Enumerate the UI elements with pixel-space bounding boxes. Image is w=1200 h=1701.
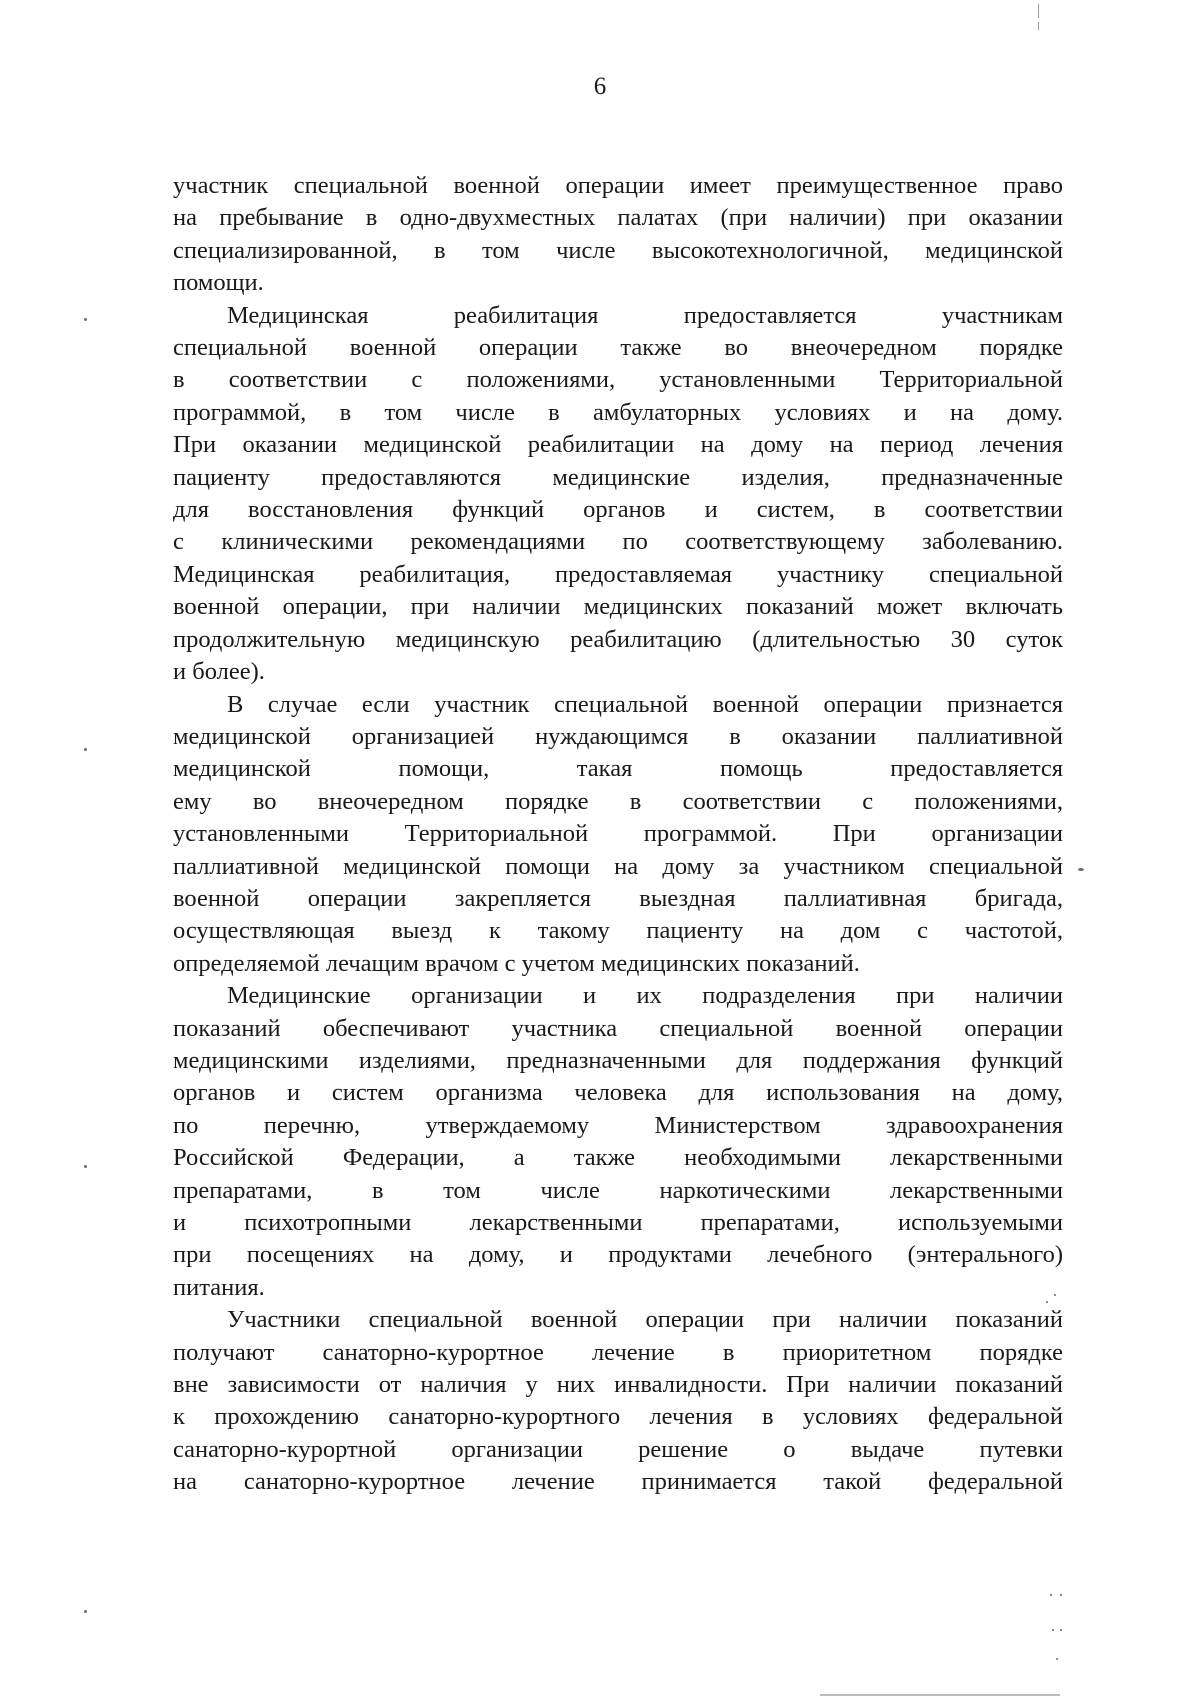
scan-speck	[1060, 1594, 1062, 1596]
text-line: Участники специальной военной операции при наличии показаний	[227, 1306, 1063, 1334]
text-line: военной операции закрепляется выездная паллиативная бригада,	[173, 884, 1063, 912]
text-line: вне зависимости от наличия у них инвалидности. При наличии показаний	[173, 1371, 1063, 1399]
text-line: военной операции, при наличии медицинских показаний может включать	[173, 593, 1063, 621]
text-line: питания.	[173, 1273, 265, 1301]
text-line: медицинской помощи, такая помощь предоставляется	[173, 755, 1063, 783]
scan-speck	[1052, 1629, 1054, 1631]
scan-speck	[84, 318, 87, 321]
text-line: ему во внеочередном порядке в соответствии с положениями,	[173, 787, 1063, 815]
text-line: Медицинская реабилитация, предоставляемая участнику специальной	[173, 560, 1063, 588]
paragraph	[173, 689, 1063, 981]
text-line: специальной военной операции также во внеочередном порядке	[173, 334, 1063, 362]
text-line: установленными Территориальной программой. При организации	[173, 820, 1063, 848]
text-line: в соответствии с положениями, установленными Территориальной	[173, 366, 1063, 394]
scan-speck	[84, 748, 87, 751]
scan-bottom-rule	[820, 1694, 1060, 1696]
scan-speck	[1056, 1658, 1058, 1660]
text-line: и психотропными лекарственными препаратами, используемыми	[173, 1209, 1063, 1236]
text-line: Медицинская реабилитация предоставляется участникам	[227, 301, 1063, 329]
scan-speck	[1054, 1294, 1056, 1296]
text-line: на пребывание в одно-двухместных палатах (при наличии) при оказании	[173, 204, 1063, 232]
text-line: осуществляющая выезд к такому пациенту на дом с частотой,	[173, 917, 1063, 945]
text-line: участник специальной военной операции имеет преимущественное право	[173, 172, 1063, 199]
text-line: специализированной, в том числе высокотехнологичной, медицинской	[173, 236, 1063, 264]
scan-speck	[1078, 868, 1084, 871]
text-line: В случае если участник специальной военной операции признается	[227, 690, 1063, 718]
text-line: программой, в том числе в амбулаторных условиях и на дому.	[173, 398, 1063, 426]
text-line: препаратами, в том числе наркотическими лекарственными	[173, 1176, 1063, 1204]
scan-speck	[1046, 1301, 1048, 1303]
text-line: При оказании медицинской реабилитации на дому на период лечения	[173, 431, 1063, 459]
text-line: при посещениях на дому, и продуктами лечебного (энтерального)	[173, 1241, 1063, 1269]
body-text	[173, 170, 1063, 1499]
text-line: санаторно-курортной организации решение о выдаче путевки	[173, 1435, 1063, 1463]
scan-speck	[84, 1610, 87, 1613]
text-line: органов и систем организма человека для использования на дому,	[173, 1079, 1063, 1107]
text-line: медицинскими изделиями, предназначенными для поддержания функций	[173, 1046, 1063, 1074]
text-line: помощи.	[173, 269, 264, 297]
text-line: с клиническими рекомендациями по соответствующему заболеванию.	[173, 528, 1063, 556]
paragraph	[173, 300, 1063, 689]
paragraph	[173, 1304, 1063, 1498]
paragraph	[173, 980, 1063, 1304]
text-line: продолжительную медицинскую реабилитацию (длительностью 30 суток	[173, 625, 1063, 653]
text-line: показаний обеспечивают участника специальной военной операции	[173, 1014, 1063, 1042]
text-line: медицинской организацией нуждающимся в оказании паллиативной	[173, 722, 1063, 750]
text-line: определяемой лечащим врачом с учетом медицинских показаний.	[173, 949, 860, 977]
scan-edge-mark	[1038, 22, 1039, 30]
text-line: Российской Федерации, а также необходимыми лекарственными	[173, 1144, 1063, 1172]
scan-speck	[1060, 1629, 1062, 1631]
text-line: к прохождению санаторно-курортного лечения в условиях федеральной	[173, 1403, 1063, 1431]
paragraph	[173, 170, 1063, 300]
text-line: на санаторно-курортное лечение принимается такой федеральной	[173, 1468, 1063, 1496]
text-line: паллиативной медицинской помощи на дому за участником специальной	[173, 852, 1063, 880]
page-number: 6	[593, 73, 607, 100]
text-line: получают санаторно-курортное лечение в приоритетном порядке	[173, 1338, 1063, 1366]
scan-edge-mark	[1038, 4, 1039, 18]
scan-speck	[1050, 1594, 1052, 1596]
scan-speck	[84, 1165, 87, 1168]
text-line: по перечню, утверждаемому Министерством здравоохранения	[173, 1111, 1063, 1139]
text-line: и более).	[173, 658, 265, 686]
text-line: Медицинские организации и их подразделения при наличии	[227, 982, 1063, 1010]
text-line: для восстановления функций органов и систем, в соответствии	[173, 496, 1063, 524]
text-line: пациенту предоставляются медицинские изделия, предназначенные	[173, 463, 1063, 491]
